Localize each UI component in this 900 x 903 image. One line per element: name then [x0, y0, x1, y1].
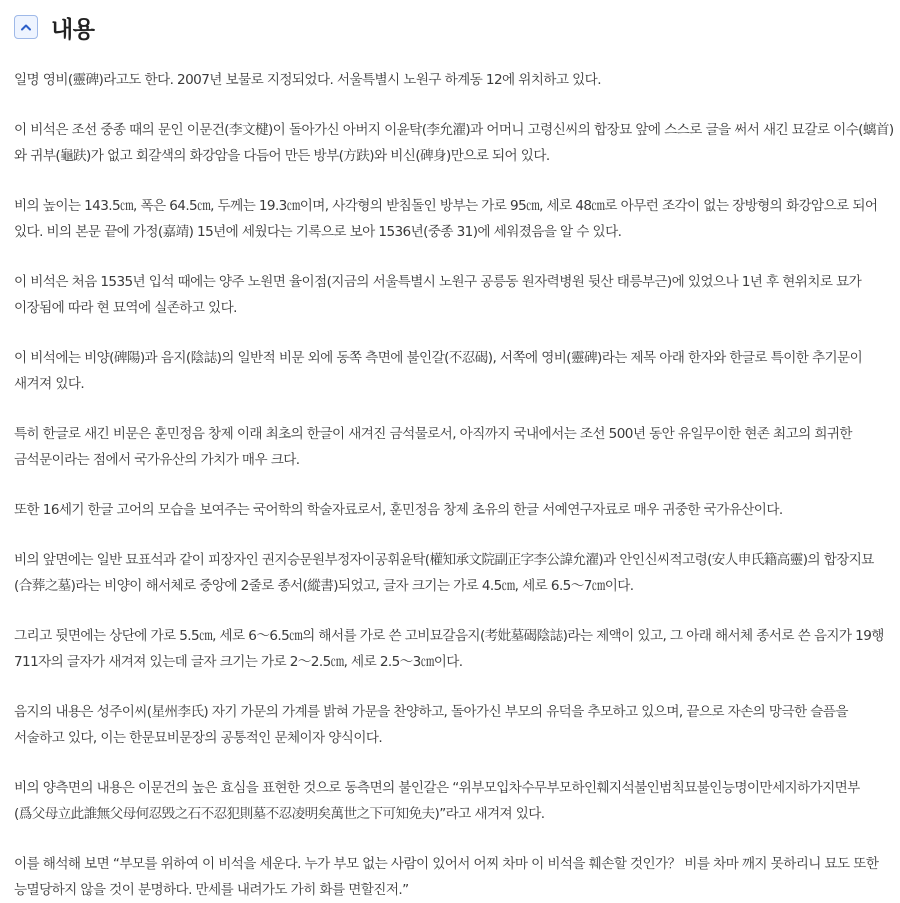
paragraph: 특히 한글로 새긴 비문은 훈민정음 창제 이래 최초의 한글이 새겨진 금석물로서, 아직까지 국내에서는 조선 500년 동안 유일무이한 현존 최고의 희귀한 금석문이라는 점에서 국가유산의 가치가 매우 크다. — [14, 426, 852, 468]
section-title: 내용 — [51, 16, 95, 43]
paragraph: 이를 해석해 보면 “부모를 위하여 이 비석을 세운다. 누가 부모 없는 사람이 있어서 어찌 차마 이 비석을 훼손할 것인가？ 비를 차마 깨지 못하리니 묘도 또한 능멸당하지 않을 것이 분명하다. 만세를 내려가도 가히 화를 면할진저.” — [14, 856, 879, 898]
paragraph: 비의 양측면의 내용은 이문건의 높은 효심을 표현한 것으로 동측면의 불인갈은 “위부모입차수무부모하인훼지석불인범칙묘불인능명이만세지하가지면부(爲父母立此誰無父母何忍毁之石不忍犯則墓不忍凌明矣萬世之下可知免夫)”라고 새겨져 있다. — [14, 780, 860, 822]
paragraph: 또한 16세기 한글 고어의 모습을 보여주는 국어학의 학술자료로서, 훈민정음 창제 초유의 한글 서예연구자료로 매우 귀중한 국가유산이다. — [14, 502, 783, 518]
paragraph: 음지의 내용은 성주이씨(星州李氏) 자기 가문의 가계를 밝혀 가문을 찬양하고, 돌아가신 부모의 유덕을 추모하고 있으며, 끝으로 자손의 망극한 슬픔을 서술하고 있다, 이는 한문묘비문장의 공통적인 문체이자 양식이다. — [14, 704, 848, 746]
paragraph: 이 비석에는 비양(碑陽)과 음지(陰誌)의 일반적 비문 외에 동쪽 측면에 불인갈(不忍碣), 서쪽에 영비(靈碑)라는 제목 아래 한자와 한글로 특이한 추기문이 새겨져 있다. — [14, 350, 863, 392]
content-body — [14, 67, 900, 903]
paragraph: 비의 높이는 143.5㎝, 폭은 64.5㎝, 두께는 19.3㎝이며, 사각형의 받침돌인 방부는 가로 95㎝, 세로 48㎝로 아무런 조각이 없는 장방형의 화강암으로 되어 있다. 비의 본문 끝에 가정(嘉靖) 15년에 세웠다는 기록으로 보아 1536년(중종 31)에 세워졌음을 알 수 있다. — [14, 198, 878, 240]
paragraph: 그리고 뒷면에는 상단에 가로 5.5㎝, 세로 6～6.5㎝의 해서를 가로 쓴 고비묘갈음지(考妣墓碣陰誌)라는 제액이 있고, 그 아래 해서체 종서로 쓴 음지가 19행 711자의 글자가 새겨져 있는데 글자 크기는 가로 2～2.5㎝, 세로 2.5～3㎝이다. — [14, 628, 884, 670]
section-header — [14, 10, 900, 44]
paragraph: 일명 영비(靈碑)라고도 한다. 2007년 보물로 지정되었다. 서울특별시 노원구 하계동 12에 위치하고 있다. — [14, 72, 601, 88]
paragraph: 비의 앞면에는 일반 묘표석과 같이 피장자인 권지승문원부정자이공휘윤탁(權知承文院副正字李公諱允濯)과 안인신씨적고령(安人申氏籍高靈)의 합장지묘(合葬之墓)라는 비양이 해서체로 중앙에 2줄로 종서(縱書)되었고, 글자 크기는 가로 4.5㎝, 세로 6.5～7㎝이다. — [14, 552, 874, 594]
chevron-up-icon — [20, 23, 32, 31]
paragraph: 이 비석은 조선 중종 때의 문인 이문건(李文楗)이 돌아가신 아버지 이윤탁(李允濯)과 어머니 고령신씨의 합장묘 앞에 스스로 글을 써서 새긴 묘갈로 이수(螭首)와 귀부(龜趺)가 없고 회갈색의 화강암을 다듬어 만든 방부(方趺)와 비신(碑身)만으로 되어 있다. — [14, 122, 894, 164]
paragraph: 이 비석은 처음 1535년 입석 때에는 양주 노원면 율이점(지금의 서울특별시 노원구 공릉동 원자력병원 뒷산 태릉부근)에 있었으나 1년 후 현위치로 묘가 이장됨에 따라 현 묘역에 실존하고 있다. — [14, 274, 862, 316]
collapse-toggle-button[interactable] — [14, 15, 38, 39]
